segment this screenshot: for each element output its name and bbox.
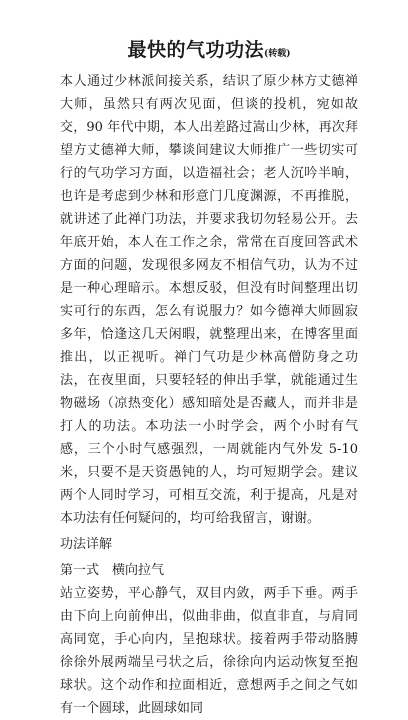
intro-paragraph: 本人通过少林派间接关系，结识了原少林方丈德禅大师，虽然只有两次见面，但谈的投机，宛如故交，90 年代中期，本人出差路过嵩山少林，再次拜望方丈德禅大师，攀谈间建议大师推广一些切实可行的气功学习方面，以造福社会；老人沉吟半晌，也许是考虑到少林和形意门几度渊源，不再推脱，就讲述了此禅门功法，并要求我切勿轻易公开。去年底开始，本人在工作之余，常常在百度回答武术方面的问题，发现很多网友不相信气功，认为不过是一种心理暗示。本想反驳，但没有时间整理出切实可行的东西，怎么有说服力？如今德禅大师圆寂多年，恰逢这几天闲暇，就整理出来，在博客里面推出，以正视听。禅门气功是少林高僧防身之功法，在夜里面，只要轻轻的伸出手掌，就能通过生物磁场（凉热变化）感知暗处是否藏人，而并非是打人的功法。本功法一小时学会，两个小时有气感，三个小时气感强烈，一周就能内气外发 5-10 米，只要不是天资愚钝的人，均可短期学会。建议两个人同时学习，可相互交流，利于提高，凡是对本功法有任何疑问的，均可给我留言，谢谢。	[60, 74, 358, 526]
body-paragraph: 站立姿势，平心静气，双目内敛，两手下垂。两手由下向上向前伸出，似曲非曲，似直非直，与肩同高同宽，手心向内，呈抱球状。接着两手带动胳膊徐徐外展两端呈弓状之后，徐徐向内运动恢复至抱球状。这个动作和拉面相近，意想两手之间之气如有一个圆球，此圆球如同	[60, 586, 358, 716]
section-heading: 功法详解	[60, 537, 113, 552]
document-title-tag: (转载)	[263, 49, 291, 59]
subsection-heading: 第一式 横向拉气	[60, 563, 165, 578]
document-title-text: 最快的气功功法	[127, 39, 264, 61]
document-title	[60, 36, 358, 68]
